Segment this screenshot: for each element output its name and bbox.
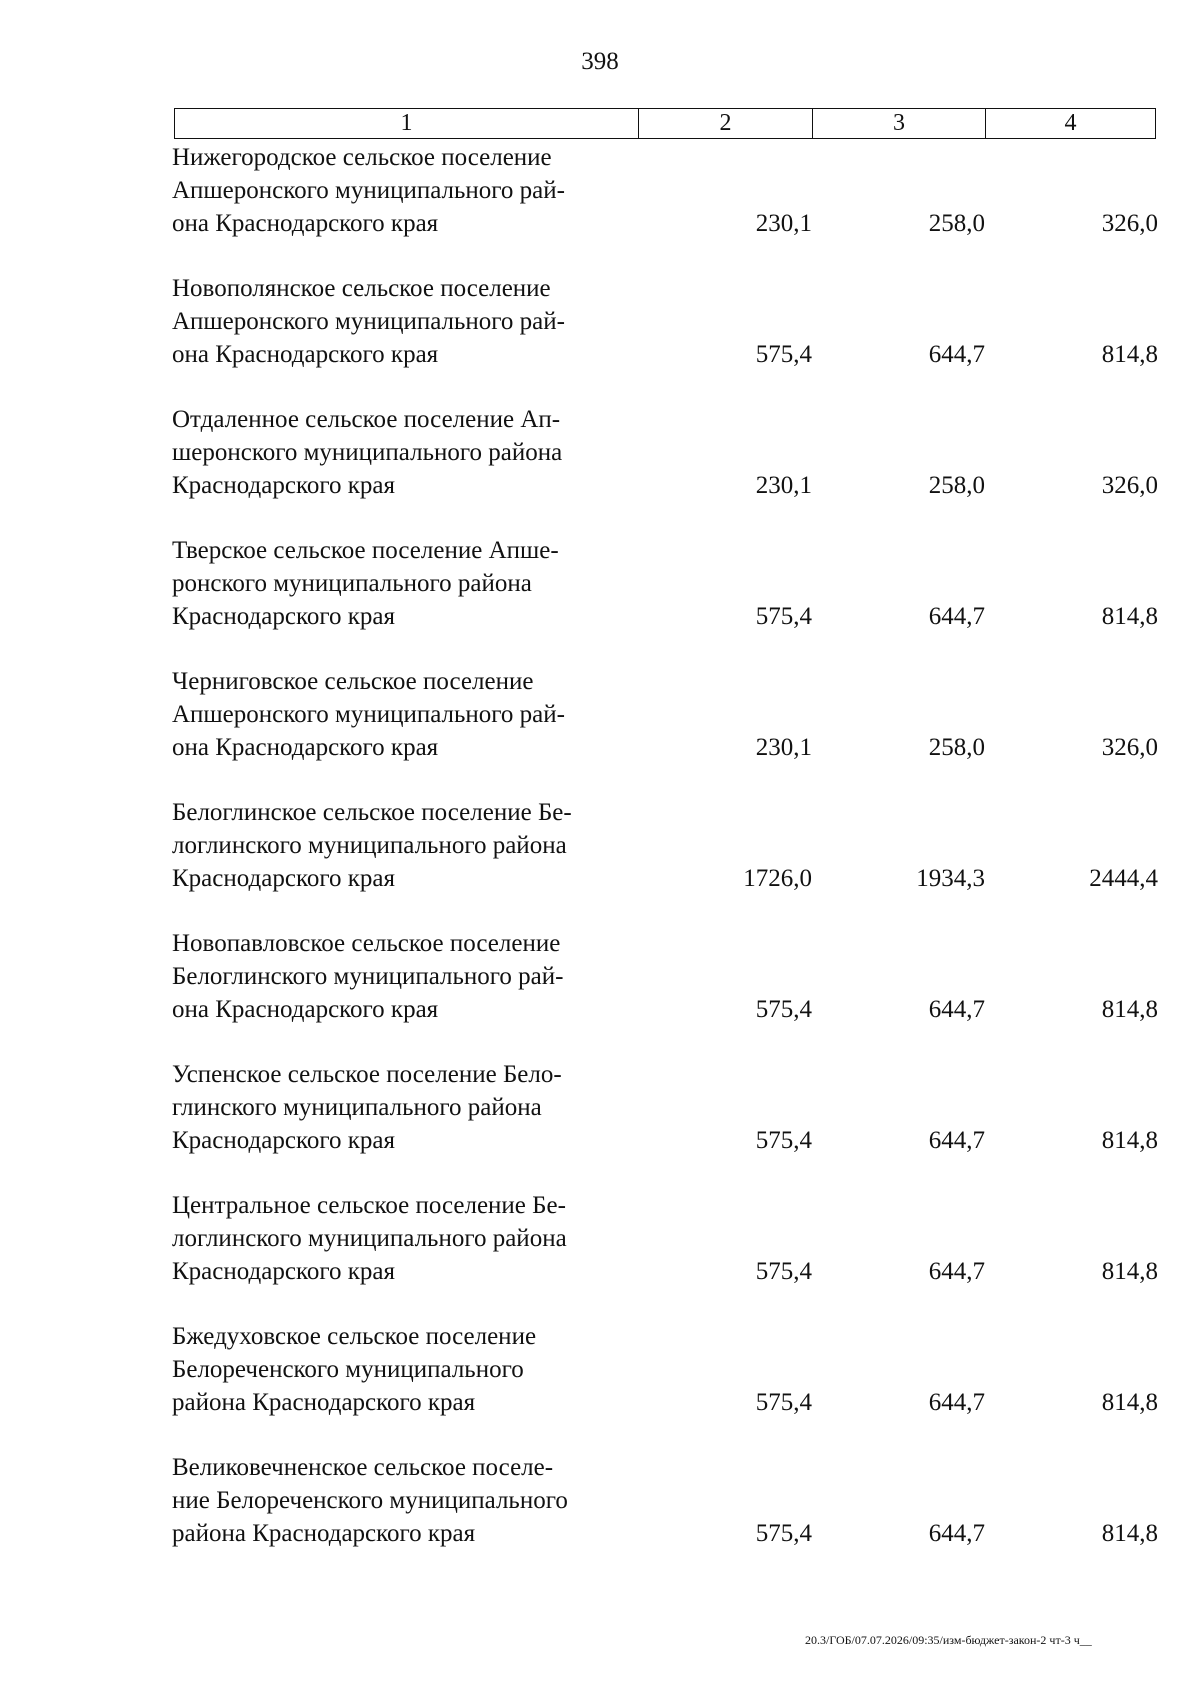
- value-col-2: 230,1: [755, 210, 812, 237]
- table-row: [172, 534, 1162, 665]
- table-row: [172, 1058, 1162, 1189]
- value-col-3: 644,7: [928, 996, 985, 1023]
- value-col-3: 258,0: [928, 472, 985, 499]
- table-row: [172, 1189, 1162, 1320]
- value-col-4: 2444,4: [1089, 865, 1158, 892]
- value-col-2: 575,4: [755, 1520, 812, 1547]
- value-col-4: 326,0: [1101, 472, 1158, 499]
- table-header: [174, 108, 1156, 139]
- settlement-name: Бжедуховское сельское поселение Белореченского муниципального района Краснодарского края: [172, 1323, 537, 1416]
- value-col-3: 258,0: [928, 210, 985, 237]
- value-col-3: 644,7: [928, 1127, 985, 1154]
- value-col-4: 326,0: [1101, 210, 1158, 237]
- settlement-name: Тверское сельское поселение Апше- ронского муниципального района Краснодарского края: [172, 537, 559, 630]
- settlement-name: Белоглинское сельское поселение Бе- логлинского муниципального района Краснодарского края: [172, 799, 572, 892]
- table-row: [172, 927, 1162, 1058]
- value-col-3: 644,7: [928, 1258, 985, 1285]
- settlement-name: Успенское сельское поселение Бело- глинского муниципального района Краснодарского края: [172, 1061, 562, 1154]
- value-col-4: 814,8: [1101, 1258, 1158, 1285]
- settlement-name: Нижегородское сельское поселение Апшеронского муниципального рай- она Краснодарского края: [172, 144, 565, 237]
- value-col-4: 814,8: [1101, 603, 1158, 630]
- value-col-2: 230,1: [755, 734, 812, 761]
- value-col-4: 814,8: [1101, 1520, 1158, 1547]
- page-number: 398: [581, 48, 619, 75]
- value-col-2: 575,4: [755, 1258, 812, 1285]
- header-col-4: 4: [985, 109, 1155, 138]
- table-row: [172, 141, 1162, 272]
- settlement-name: Черниговское сельское поселение Апшеронского муниципального рай- она Краснодарского края: [172, 668, 565, 761]
- value-col-4: 814,8: [1101, 341, 1158, 368]
- settlement-name: Центральное сельское поселение Бе- логлинского муниципального района Краснодарского края: [172, 1192, 567, 1285]
- table-row: [172, 1451, 1162, 1582]
- value-col-3: 258,0: [928, 734, 985, 761]
- header-col-1: 1: [400, 110, 413, 136]
- value-col-4: 814,8: [1101, 1389, 1158, 1416]
- header-col-3: 3: [812, 109, 985, 138]
- header-col-2: 2: [638, 109, 812, 138]
- table-row: [172, 403, 1162, 534]
- value-col-3: 1934,3: [916, 865, 985, 892]
- table-row: [172, 796, 1162, 927]
- value-col-2: 575,4: [755, 1389, 812, 1416]
- value-col-3: 644,7: [928, 603, 985, 630]
- table-body: [172, 141, 1162, 1582]
- table-row: [172, 665, 1162, 796]
- value-col-4: 814,8: [1101, 1127, 1158, 1154]
- value-col-3: 644,7: [928, 1389, 985, 1416]
- value-col-2: 1726,0: [743, 865, 812, 892]
- settlement-name: Новопавловское сельское поселение Белоглинского муниципального рай- она Краснодарского края: [172, 930, 564, 1023]
- value-col-3: 644,7: [928, 1520, 985, 1547]
- settlement-name: Великовечненское сельское поселе- ние Белореченского муниципального района Краснодарского края: [172, 1454, 568, 1547]
- value-col-2: 230,1: [755, 472, 812, 499]
- value-col-4: 814,8: [1101, 996, 1158, 1023]
- value-col-2: 575,4: [755, 341, 812, 368]
- value-col-2: 575,4: [755, 1127, 812, 1154]
- table-row: [172, 272, 1162, 403]
- document-footer-code: 20.3/ГОБ/07.07.2026/09:35/изм-бюджет-закон-2 чт-3 ч__: [805, 1633, 1092, 1647]
- value-col-3: 644,7: [928, 341, 985, 368]
- table-row: [172, 1320, 1162, 1451]
- settlement-name: Новополянское сельское поселение Апшеронского муниципального рай- она Краснодарского края: [172, 275, 565, 368]
- value-col-2: 575,4: [755, 996, 812, 1023]
- settlement-name: Отдаленное сельское поселение Ап- шеронского муниципального района Краснодарского края: [172, 406, 563, 499]
- value-col-2: 575,4: [755, 603, 812, 630]
- value-col-4: 326,0: [1101, 734, 1158, 761]
